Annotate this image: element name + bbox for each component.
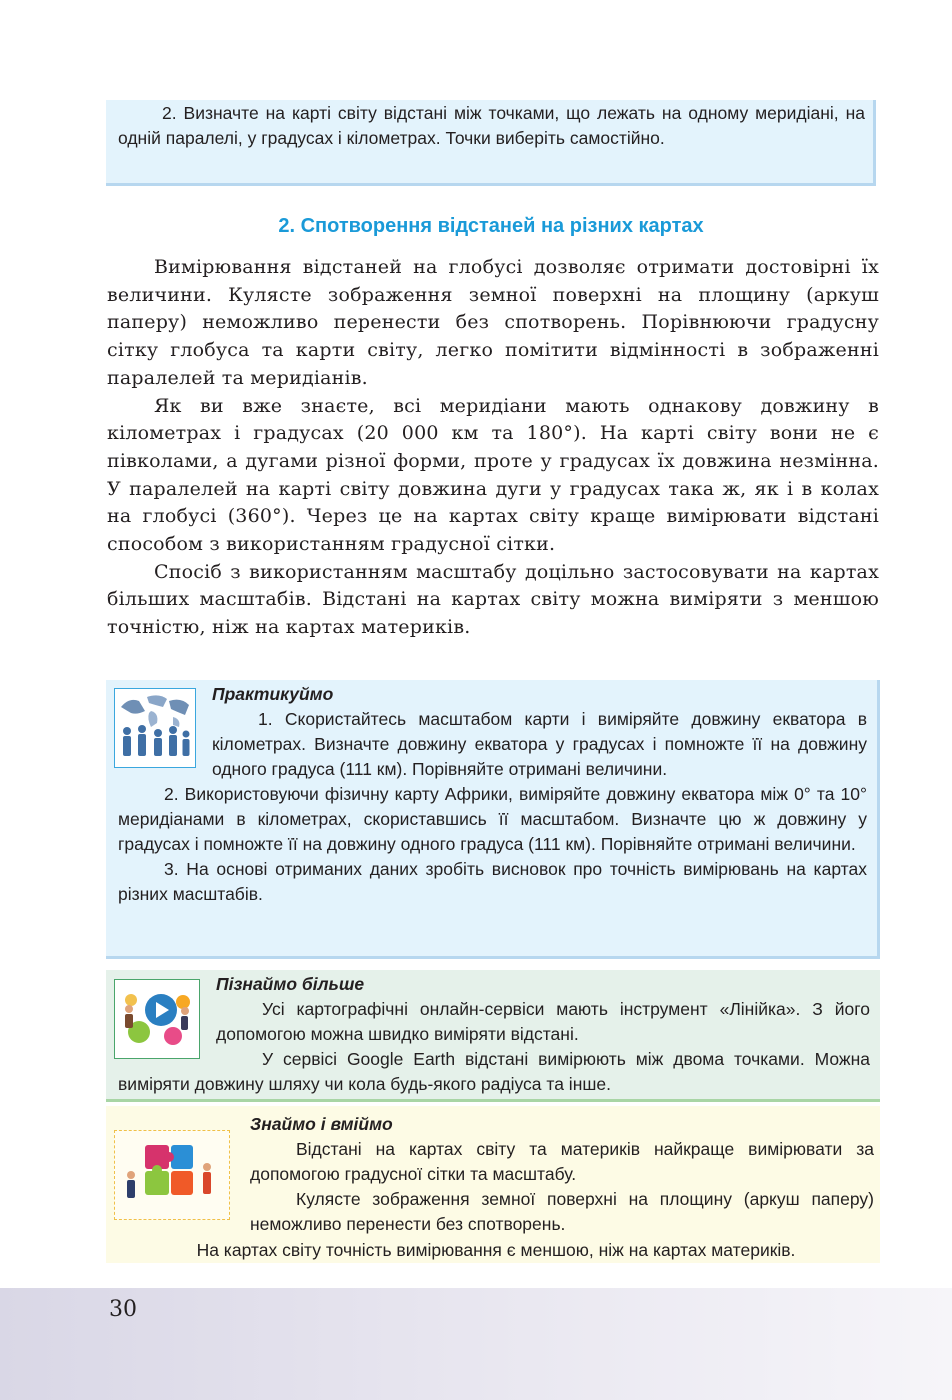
know-and-can-box [106, 1106, 880, 1263]
body-paragraph: Як ви вже знаєте, всі меридіани мають однакову довжину в кілометрах і градусах (20 000 км та 180°). На карті світу вони не є півколами, а дугами різної форми, проте у градусах їх довжина незмінна. У паралелей на карті світу довжина дуги у градусах така ж, як і в колах на глобусі (360°). Через це на картах світу краще вимірювати відстані способом з використанням градусної сітки. [107, 394, 879, 556]
know-and-can-item: На картах світу точність вимірювання є меншою, ніж на картах материків. [196, 1240, 796, 1260]
puzzle-people-icon [114, 1130, 230, 1220]
world-map-people-icon [114, 688, 196, 768]
page-number: 30 [109, 1297, 137, 1322]
task-text: 2. Визначте на карті світу відстані між точками, що лежать на одному меридіані, на одній паралелі, у градусах і кілометрах. Точки виберіть самостійно. [118, 103, 865, 148]
online-media-icon [114, 979, 200, 1059]
practice-title: Практикуймо [212, 684, 334, 704]
learn-more-title: Пізнаймо більше [216, 974, 365, 994]
page-footer-band [0, 1288, 952, 1400]
learn-more-box [106, 970, 880, 1102]
practice-item: 3. На основі отриманих даних зробіть висновок про точність вимірювань на картах різних масштабів. [118, 859, 867, 904]
practice-item: 1. Скористайтесь масштабом карти і виміряйте довжину екватора в кілометрах. Визначте довжину екватора у градусах і помножте її на довжину одного градуса (111 км). Порівняйте отримані величини. [212, 709, 867, 779]
learn-more-item: У сервісі Google Earth відстані вимірюють між двома точками. Можна виміряти довжину шляху чи кола будь-якого радіуса та інше. [118, 1049, 870, 1094]
section-body [107, 254, 879, 642]
practice-item: 2. Використовуючи фізичну карту Африки, виміряйте довжину екватора між 0° та 10° меридіанами в кілометрах, скориставшись її масштабом. Визначте цю ж довжину у градусах і помножте її на довжину одного градуса (111 км). Порівняйте отримані величини. [118, 784, 867, 854]
task-box [106, 100, 876, 186]
body-paragraph: Вимірювання відстаней на глобусі дозволяє отримати достовірні їх величини. Кулясте зображення земної поверхні на площину (аркуш паперу) неможливо перенести без спотворень. Порівнюючи градусну сітку глобуса та карти світу, легко помітити відмінності в зображенні паралелей та меридіанів. [107, 256, 879, 389]
know-and-can-item: Відстані на картах світу та материків найкраще вимірювати за допомогою градусної сітки та масштабу. [250, 1139, 874, 1184]
know-and-can-item: Кулясте зображення земної поверхні на площину (аркуш паперу) неможливо перенести без спотворень. [250, 1189, 874, 1234]
section-heading: 2. Спотворення відстаней на різних картах [278, 215, 704, 237]
learn-more-item: Усі картографічні онлайн-сервіси мають інструмент «Лінійка». З його допомогою можна швидко виміряти відстані. [216, 999, 870, 1044]
practice-box [106, 680, 880, 959]
know-and-can-title: Знаймо і вміймо [250, 1114, 393, 1134]
body-paragraph: Спосіб з використанням масштабу доцільно застосовувати на картах більших масштабів. Відстані на картах світу можна виміряти з меншою точністю, ніж на картах материків. [107, 560, 879, 639]
